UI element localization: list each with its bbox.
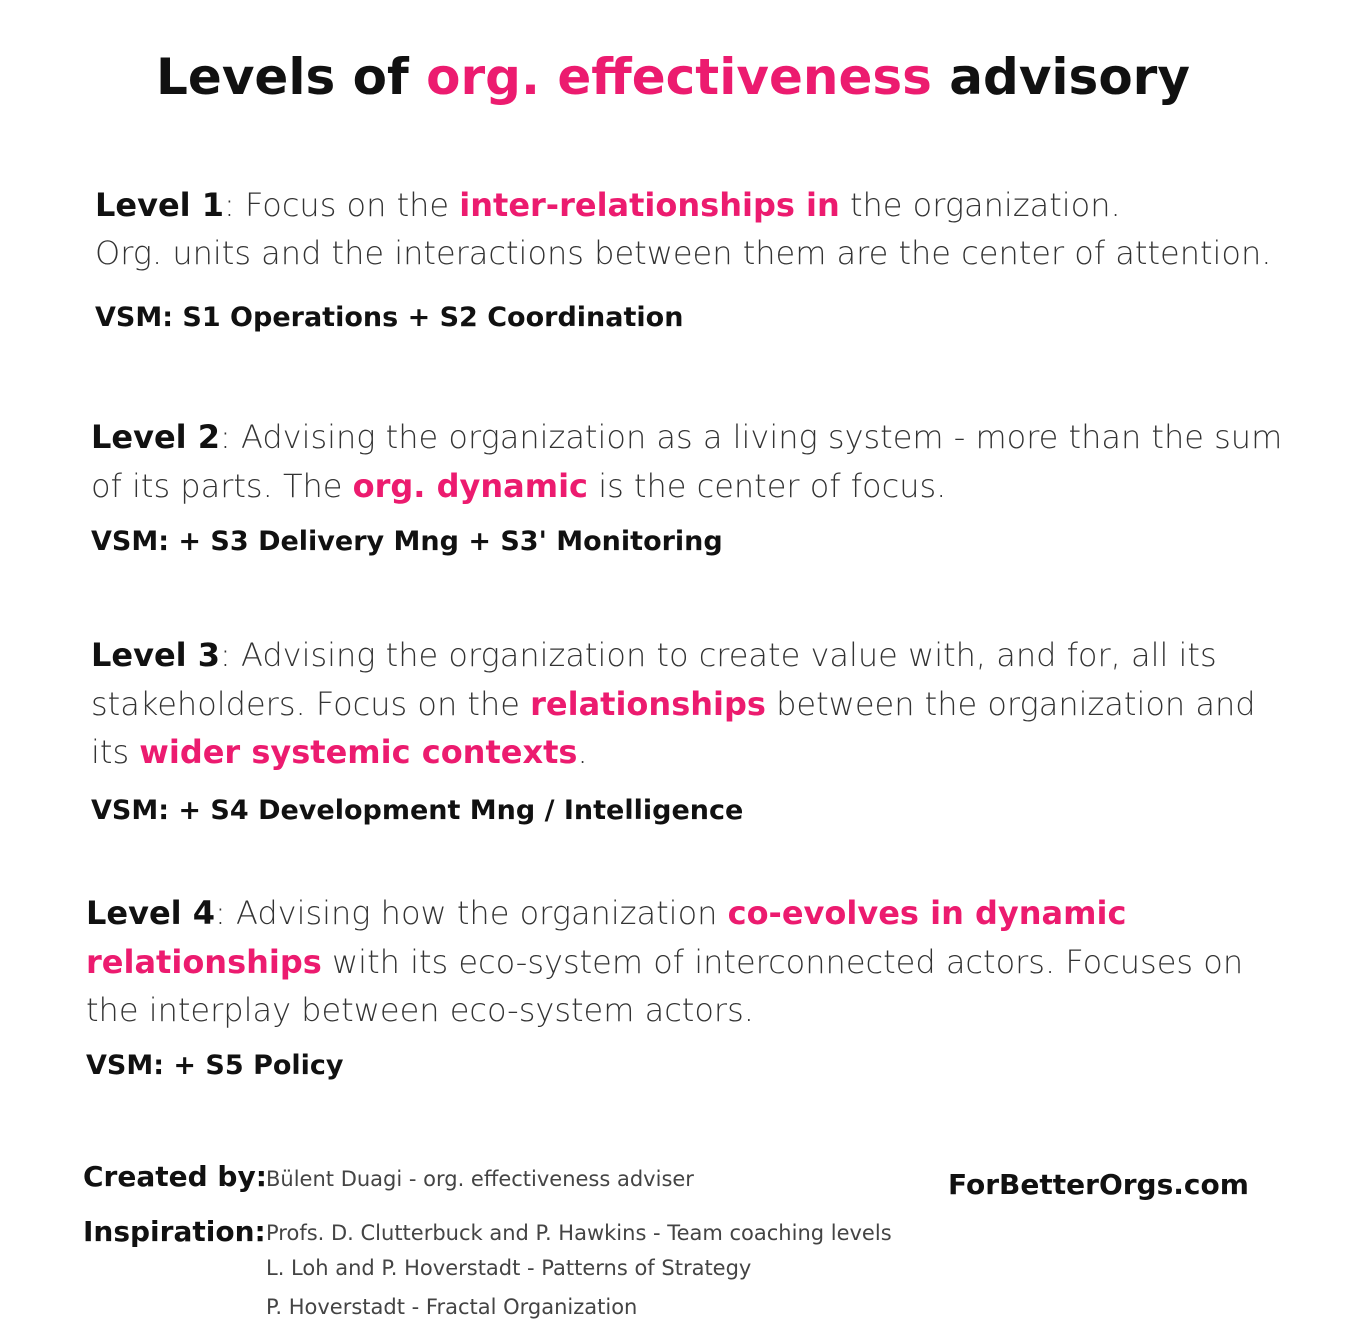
level-1-vsm: VSM: S1 Operations + S2 Coordination (95, 302, 684, 333)
inspiration-line: Profs. D. Clutterbuck and P. Hawkins - Team coaching levels (266, 1221, 892, 1245)
body-text: . (577, 733, 588, 771)
title-part-2: advisory (931, 48, 1190, 106)
level-1-label: Level 1 (95, 186, 225, 224)
body-text: : Advising how the organization (215, 894, 728, 932)
level-2-vsm: VSM: + S3 Delivery Mng + S3' Monitoring (91, 526, 723, 557)
page-title (0, 48, 1346, 106)
inspiration-line: L. Loh and P. Hoverstadt - Patterns of Strategy (266, 1256, 752, 1280)
body-text: the organization. (839, 186, 1121, 224)
level-4-line (86, 943, 1243, 981)
body-text: between the organization and (765, 685, 1256, 723)
level-4-line (86, 894, 1126, 932)
level-3-line (91, 685, 1256, 723)
created-by-text: Bülent Duagi - org. effectiveness adviser (266, 1167, 694, 1191)
body-text: : Advising the organization to create value with, and for, all its (220, 636, 1217, 674)
inspiration-line: P. Hoverstadt - Fractal Organization (266, 1295, 638, 1319)
level-1-line (95, 186, 1121, 224)
highlight-text: wider systemic contexts (139, 733, 578, 771)
level-2-label: Level 2 (91, 418, 221, 456)
body-text: stakeholders. Focus on the (91, 685, 531, 723)
highlight-text: org. dynamic (352, 467, 589, 505)
body-text: its (91, 733, 140, 771)
created-by-label: Created by: (83, 1160, 267, 1193)
highlight-text: co-evolves in dynamic (727, 894, 1127, 932)
level-3-line (91, 636, 1217, 674)
level-1-line (95, 234, 1271, 272)
highlight-text: relationships (530, 685, 766, 723)
level-2-line (91, 418, 1282, 456)
level-4-label: Level 4 (86, 894, 216, 932)
level-3-label: Level 3 (91, 636, 221, 674)
title-highlight: org. effectiveness (426, 48, 932, 106)
body-text: : Focus on the (224, 186, 460, 224)
body-text: with its eco-system of interconnected actors. Focuses on (321, 943, 1244, 981)
body-text: is the center of focus. (588, 467, 947, 505)
body-text: Org. units and the interactions between them are the center of attention. (95, 234, 1272, 272)
title-part-1: Levels of (156, 48, 427, 106)
highlight-text: relationships (86, 943, 322, 981)
website-link[interactable]: ForBetterOrgs.com (948, 1168, 1249, 1201)
level-2-line (91, 467, 946, 505)
level-4-vsm: VSM: + S5 Policy (86, 1050, 344, 1081)
level-3-line (91, 733, 588, 771)
body-text: : Advising the organization as a living system - more than the sum (220, 418, 1283, 456)
body-text: of its parts. The (91, 467, 353, 505)
highlight-text: inter-relationships in (459, 186, 840, 224)
inspiration-label: Inspiration: (83, 1215, 266, 1248)
level-4-line (86, 991, 754, 1029)
body-text: the interplay between eco-system actors. (86, 991, 754, 1029)
level-3-vsm: VSM: + S4 Development Mng / Intelligence (91, 795, 744, 826)
